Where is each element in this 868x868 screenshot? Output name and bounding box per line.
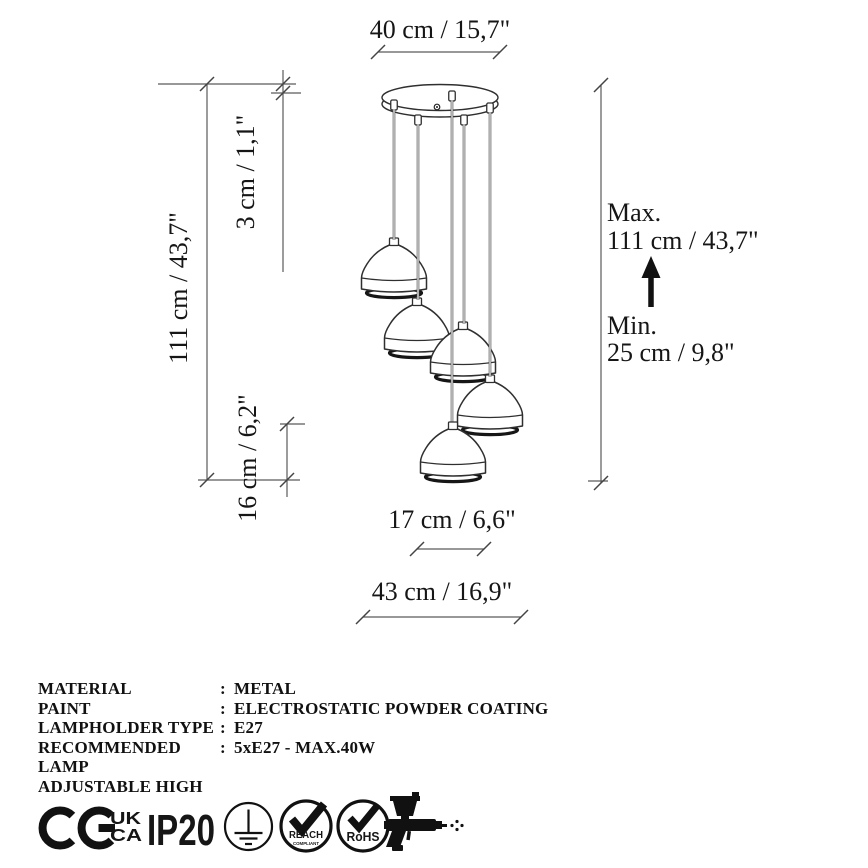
dimension-lines <box>158 52 608 617</box>
dim-shade-width-label: 17 cm / 6,6" <box>388 505 516 534</box>
reach-sub-label: COMPLIANT <box>293 841 320 846</box>
reach-compliant-badge <box>281 801 331 851</box>
certification-icons-row <box>36 790 486 860</box>
spec-colon: : <box>220 679 226 698</box>
spec-label: ADJUSTABLE HIGH <box>38 776 203 796</box>
lamp-drawing <box>362 85 523 482</box>
spec-colon: : <box>220 718 226 737</box>
ukca-line2: CA <box>110 825 143 845</box>
spec-colon: : <box>220 698 226 718</box>
dim-canopy-height-label: 3 cm / 1,1" <box>231 114 260 230</box>
spec-row-lampholder <box>38 718 548 738</box>
ukca-line1: UK <box>110 808 142 828</box>
spec-value: E27 <box>234 718 263 737</box>
min-label: Min. <box>607 311 657 340</box>
spec-label: MATERIAL <box>38 679 132 698</box>
rohs-badge <box>338 801 388 851</box>
spec-colon: : <box>220 737 226 757</box>
min-value: 25 cm / 9,8" <box>607 338 735 367</box>
spec-row-recommended-lamp <box>38 738 548 777</box>
spec-label: RECOMMENDED LAMP <box>38 737 181 776</box>
checkmark-icon <box>292 804 324 831</box>
ukca-mark-icon <box>110 808 142 845</box>
adjustable-height-annotation <box>607 198 759 367</box>
spec-label: LAMPHOLDER TYPE <box>38 718 215 737</box>
ce-mark-icon <box>43 811 115 846</box>
dim-shade-height-label: 16 cm / 6,2" <box>233 394 262 522</box>
spec-row-paint <box>38 699 548 719</box>
dim-overall-width-label: 43 cm / 16,9" <box>371 577 513 606</box>
max-label: Max. <box>607 198 662 227</box>
spec-value: ELECTROSTATIC POWDER COATING <box>234 698 549 718</box>
up-arrow-icon <box>642 256 661 307</box>
earth-ground-icon <box>225 803 272 850</box>
specifications-table <box>38 679 548 796</box>
ip20-rating-label: IP20 <box>147 806 215 855</box>
max-value: 111 cm / 43,7" <box>607 226 759 255</box>
ceiling-canopy <box>382 85 498 118</box>
spray-gun-icon <box>384 792 464 851</box>
rohs-label: RoHS <box>346 830 380 844</box>
spec-row-material <box>38 679 548 699</box>
pendant-shade <box>458 375 523 435</box>
spec-value: 5xE27 - MAX.40W <box>234 737 376 757</box>
dim-total-height-label: 111 cm / 43,7" <box>164 212 193 364</box>
dim-top-width-label: 40 cm / 15,7" <box>369 15 511 44</box>
checkmark-icon <box>350 806 377 828</box>
spec-label: PAINT <box>38 698 91 718</box>
spec-value: METAL <box>234 679 297 698</box>
reach-label: REACH <box>289 829 323 841</box>
